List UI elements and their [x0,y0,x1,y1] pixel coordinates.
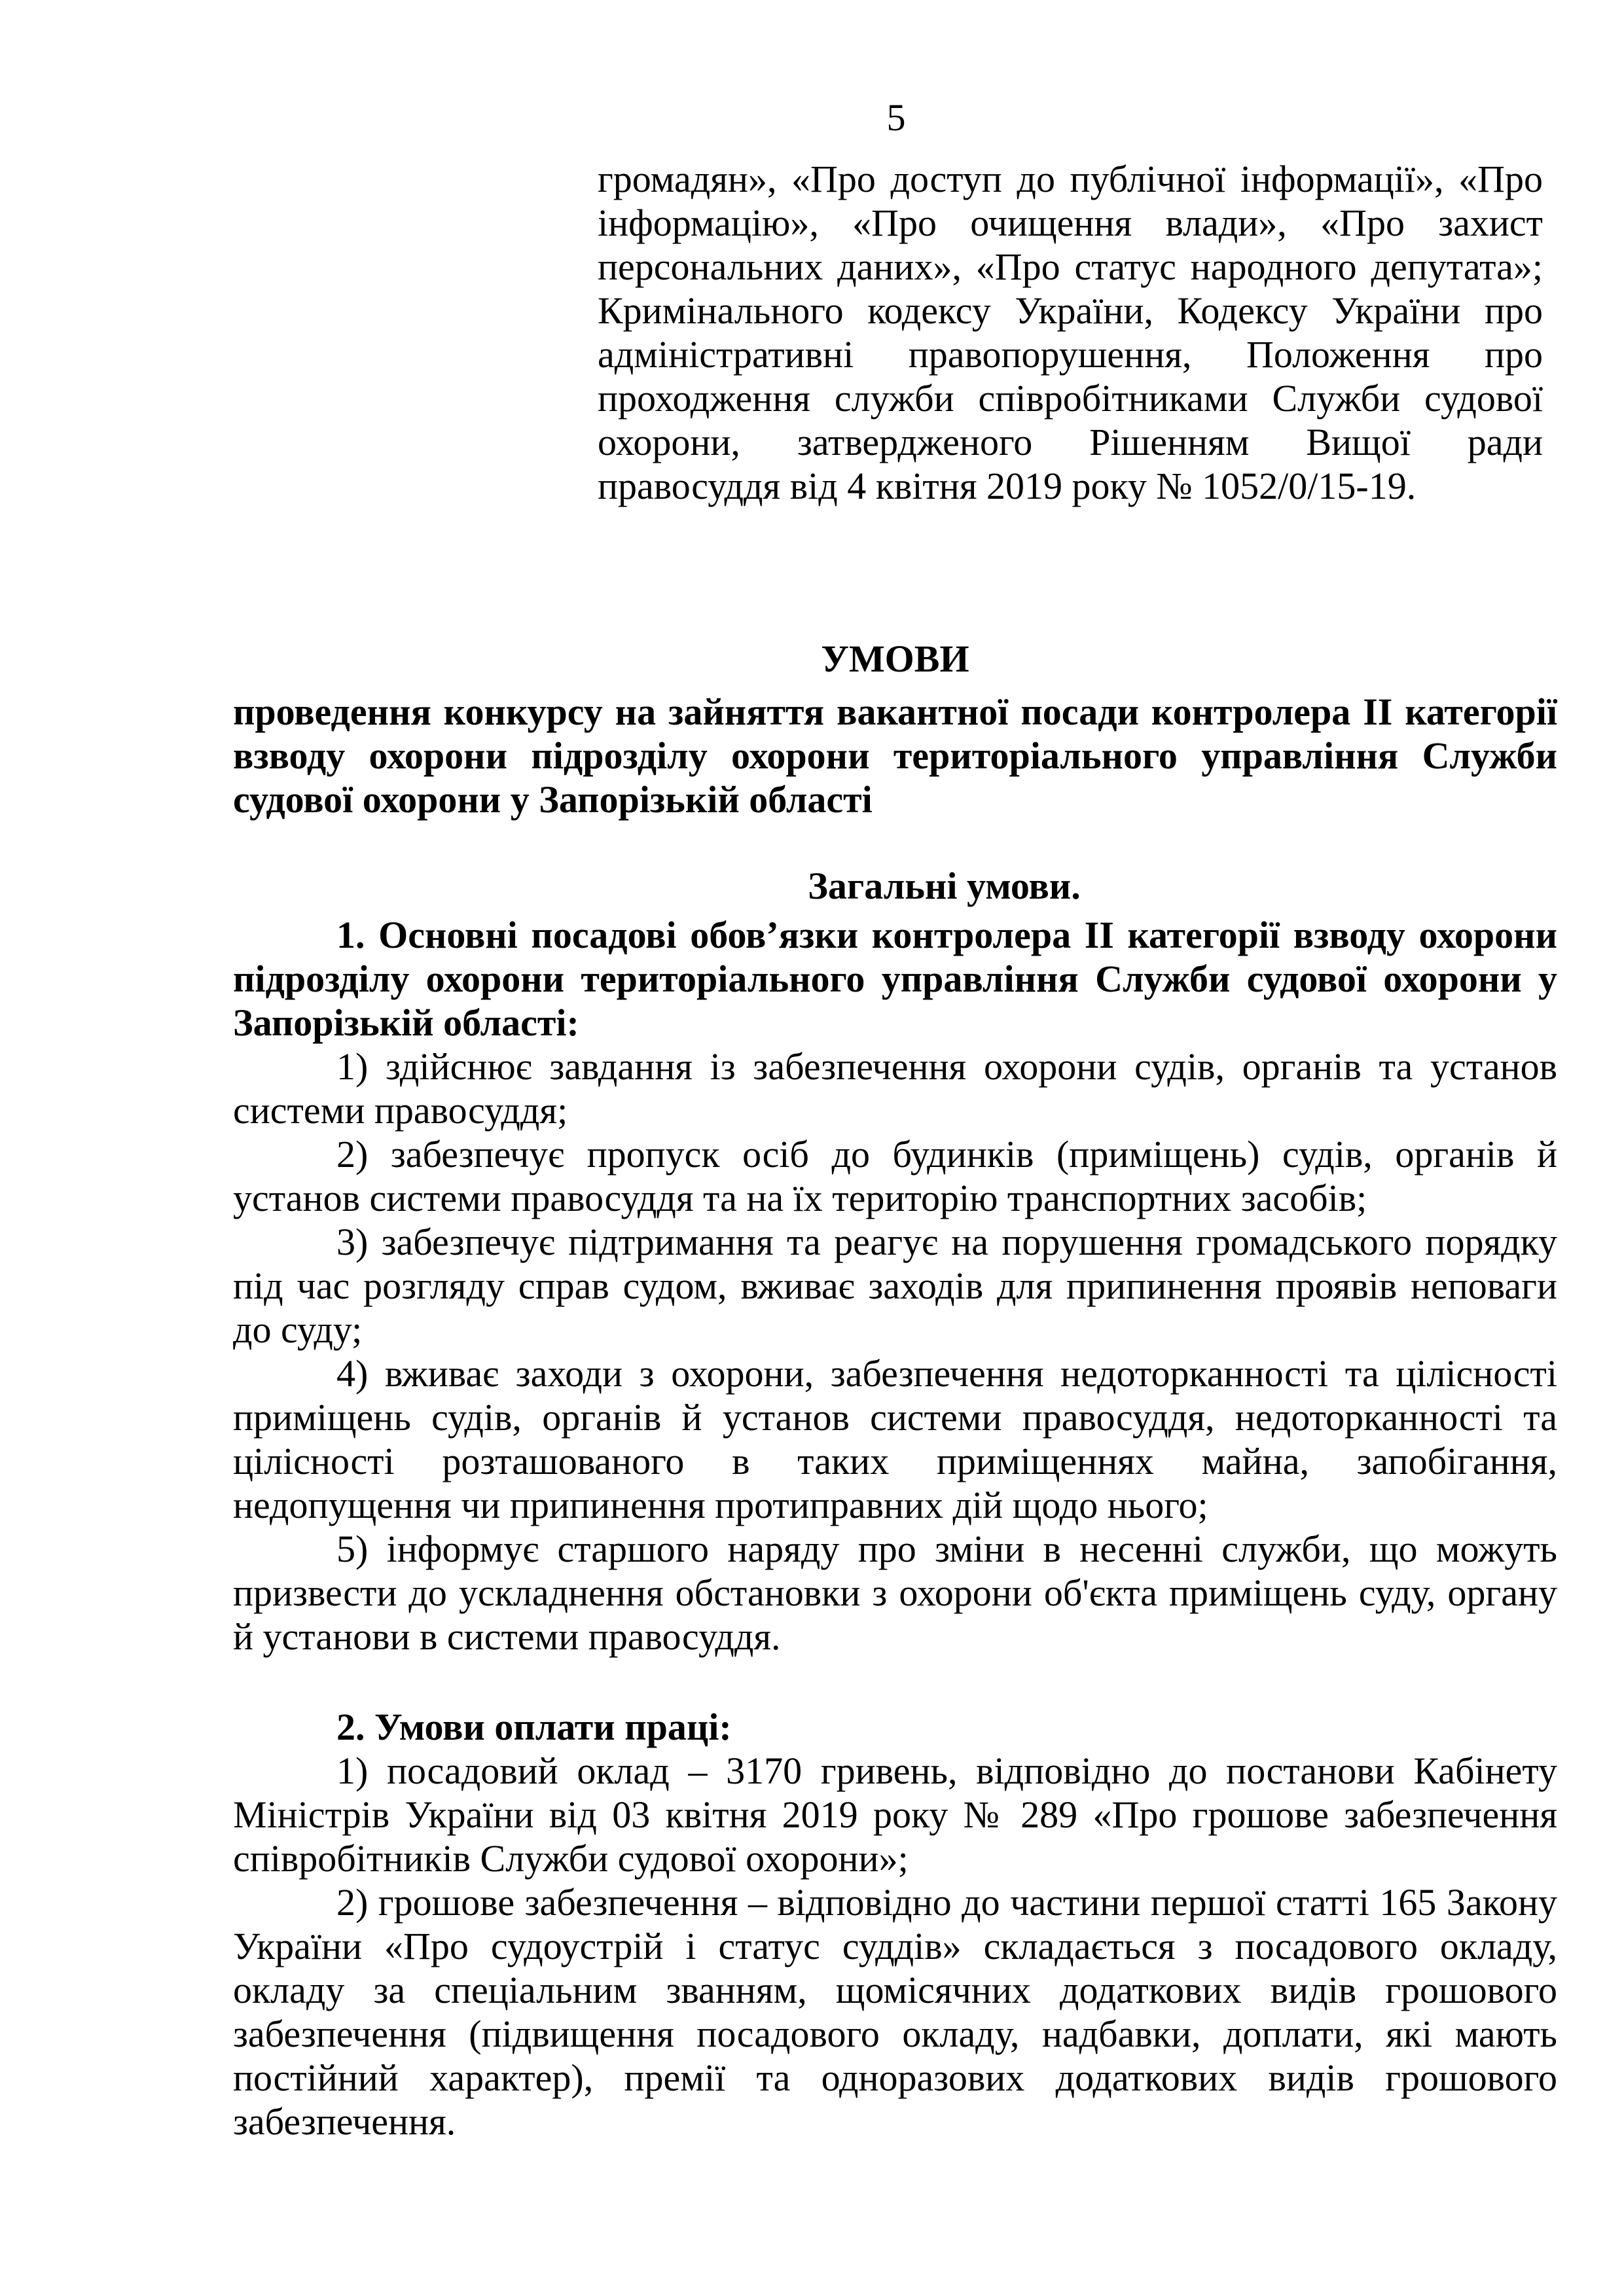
reference-line: інформацію», «Про очищення влади», «Про захист [598,202,1543,244]
document-title: УМОВИ [821,637,969,680]
pay-item-line: забезпечення. [233,2100,456,2143]
pay-item-line: 2) грошове забезпечення – відповідно до частини першої статті 165 Закону [336,1881,1557,1924]
reference-line: проходження служби співробітниками Служби судової [598,377,1543,420]
section-heading-line: 2. Умови оплати праці: [336,1706,732,1748]
duty-item-line: 5) інформує старшого наряду про зміни в несенні служби, що можуть [336,1528,1557,1570]
duty-item-line: під час розгляду справ судом, вживає заходів для припинення проявів неповаги [233,1265,1557,1307]
section-heading-line: 1. Основні посадові обов’язки контролера ІІ категорії взводу охорони [336,914,1557,956]
subtitle-line: взводу охорони підрозділу охорони територіального управління Служби [233,734,1557,777]
section-1-duties [233,913,1557,1659]
duty-item-line: 2) забезпечує пропуск осіб до будинків (приміщень) судів, органів й [336,1133,1557,1175]
section-heading-line: Запорізькій області: [233,1001,579,1044]
page-number: 5 [886,96,906,139]
duty-item-line: системи правосуддя; [233,1089,568,1132]
duty-item-line: недопущення чи припинення протиправних дій щодо нього; [233,1484,1208,1526]
duty-item-line: установ системи правосуддя та на їх територію транспортних засобів; [233,1177,1367,1219]
duty-item-line: 1) здійснює завдання із забезпечення охорони судів, органів та установ [336,1045,1557,1088]
section-heading-line: підрозділу охорони територіального управління Служби судової охорони у [233,958,1557,1000]
duty-item-line: й установи в системи правосуддя. [233,1615,781,1658]
reference-line: правосуддя від 4 квітня 2019 року № 1052/0/15-19. [598,465,1416,507]
duty-item-line: цілісності розташованого в таких приміщеннях майна, запобігання, [233,1440,1557,1482]
document-subtitle [233,690,1557,821]
section-2-pay-conditions [233,1705,1557,2144]
reference-line: охорони, затвердженого Рішенням Вищої ради [598,421,1543,463]
legal-references-continuation [598,157,1543,508]
subtitle-line: проведення конкурсу на зайняття вакантної посади контролера ІІ категорії [233,691,1557,733]
pay-item-line: постійний характер), премії та одноразових додаткових видів грошового [233,2056,1557,2099]
pay-item-line: України «Про судоустрій і статус суддів» складається з посадового окладу, [233,1925,1557,1967]
pay-item-line: Міністрів України від 03 квітня 2019 року № 289 «Про грошове забезпечення [233,1793,1557,1836]
reference-line: громадян», «Про доступ до публічної інформації», «Про [598,158,1543,200]
duty-item-line: до суду; [233,1308,363,1351]
duty-item-line: призвести до ускладнення обстановки з охорони об'єкта приміщень суду, органу [233,1571,1557,1614]
general-conditions-heading: Загальні умови. [808,865,1081,907]
subtitle-line: судової охорони у Запорізькій області [233,778,873,821]
pay-item-line: забезпечення (підвищення посадового окладу, надбавки, доплати, які мають [233,2013,1557,2055]
duty-item-line: приміщень судів, органів й установ системи правосуддя, недоторканності та [233,1396,1557,1439]
duty-item-line: 4) вживає заходи з охорони, забезпечення недоторканності та цілісності [336,1352,1557,1395]
reference-line: персональних даних», «Про статус народного депутата»; [598,245,1543,288]
reference-line: адміністративні правопорушення, Положення про [598,333,1543,376]
pay-item-line: 1) посадовий оклад – 3170 гривень, відповідно до постанови Кабінету [336,1749,1557,1792]
duty-item-line: 3) забезпечує підтримання та реагує на порушення громадського порядку [336,1221,1557,1263]
reference-line: Кримінального кодексу України, Кодексу України про [598,289,1543,332]
pay-item-line: окладу за спеціальним званням, щомісячних додаткових видів грошового [233,1969,1557,2011]
pay-item-line: співробітників Служби судової охорони»; [233,1837,909,1880]
